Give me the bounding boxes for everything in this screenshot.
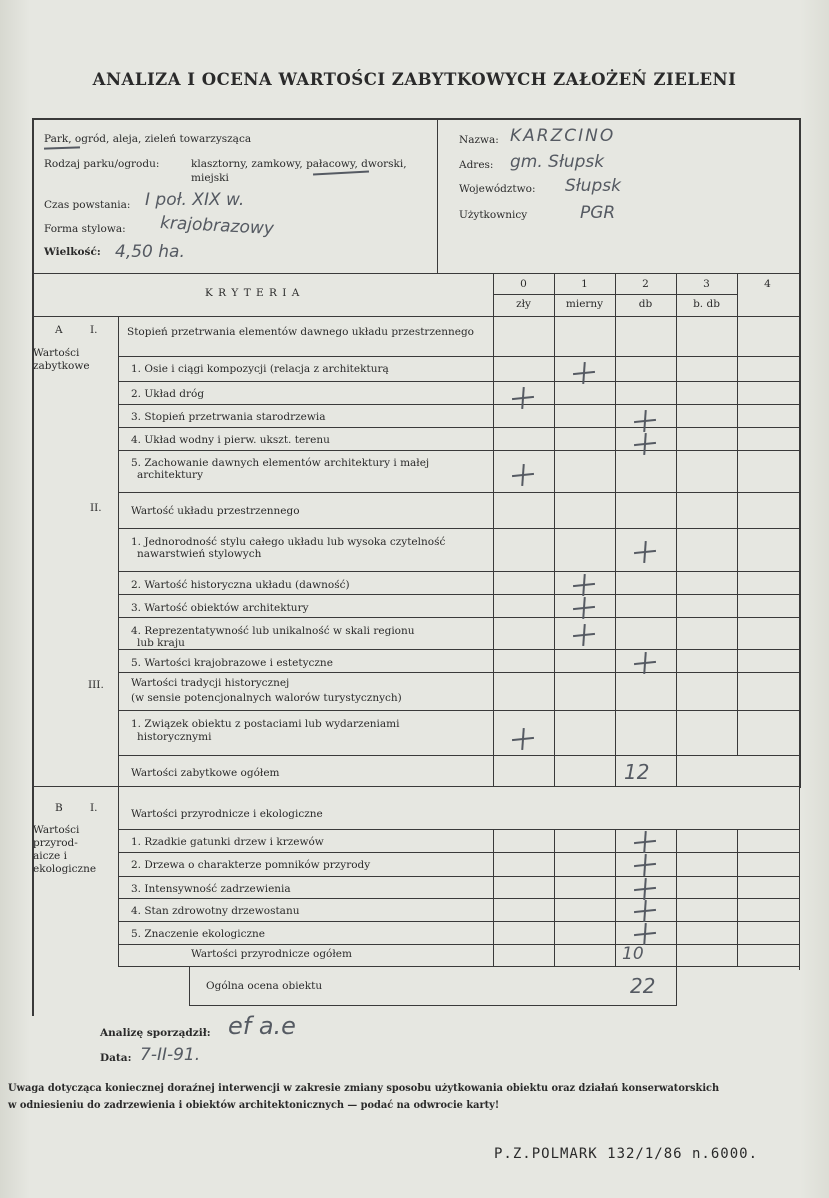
scale-label-1: mierny bbox=[565, 298, 604, 310]
row-b1-4-text: 4. Stan zdrowotny drzewostanu bbox=[131, 905, 300, 917]
row-a2-5-mark bbox=[634, 652, 656, 674]
sum-a-label: Wartości zabytkowe ogółem bbox=[131, 767, 280, 779]
forma-value: krajobrazowy bbox=[159, 213, 275, 239]
header-divider bbox=[437, 118, 438, 273]
row-a2-2-text: 2. Wartość historyczna układu (dawność) bbox=[131, 579, 350, 591]
sum-b-label: Wartości przyrodnicze ogółem bbox=[191, 948, 352, 960]
row-a1-1-text: 1. Osie i ciągi kompozycji (relacja z architekturą bbox=[131, 363, 389, 375]
section-b-name-3: aicze i bbox=[33, 850, 67, 862]
row-a2-1-text-2: nawarstwień stylowych bbox=[137, 548, 262, 560]
right-border bbox=[799, 118, 801, 788]
roman-ii: II. bbox=[90, 502, 102, 514]
rodzaj-values: klasztorny, zamkowy, pałacowy, dworski, bbox=[191, 158, 407, 170]
row-a2-1-mark bbox=[634, 541, 656, 563]
row-a1-4-bottom bbox=[118, 450, 800, 451]
section-a-letter: A bbox=[55, 324, 63, 336]
row-a3-1-bottom bbox=[118, 755, 800, 756]
row-a1-3-mark bbox=[634, 410, 656, 432]
adres-value: gm. Słupsk bbox=[510, 152, 605, 172]
row-a1-5-mark bbox=[512, 464, 534, 486]
row-a2-4-text-2: lub kraju bbox=[137, 637, 185, 649]
row-a1-5-text: 5. Zachowanie dawnych elementów architektury i małej bbox=[131, 457, 430, 469]
row-a2-2-mark bbox=[573, 574, 595, 596]
row-a1-4-mark bbox=[634, 433, 656, 455]
wojewodztwo-label: Województwo: bbox=[459, 183, 536, 195]
section-b-letter: B bbox=[55, 802, 63, 814]
section-a-name-1: Wartości bbox=[33, 347, 80, 359]
czas-value: I poł. XIX w. bbox=[145, 190, 245, 210]
uzytkownicy-label: Użytkownicy bbox=[459, 209, 528, 221]
czas-label: Czas powstania: bbox=[44, 199, 131, 211]
row-a1-2-text: 2. Układ dróg bbox=[131, 388, 205, 400]
row-a1-4-text: 4. Układ wodny i pierw. ukszt. terenu bbox=[131, 434, 330, 446]
left-border-end bbox=[32, 1015, 33, 1016]
group-a3-heading-2: (w sensie potencjonalnych walorów turystycznych) bbox=[131, 692, 402, 704]
row-b1-3-text: 3. Intensywność zadrzewienia bbox=[131, 883, 291, 895]
row-a2-3-bottom bbox=[118, 617, 800, 618]
forma-label: Forma stylowa: bbox=[44, 223, 126, 235]
row-a3-1-text: 1. Związek obiektu z postaciami lub wydarzeniami bbox=[131, 718, 400, 730]
criteria-left-line bbox=[118, 316, 119, 786]
row-b1-3-mark bbox=[634, 878, 656, 900]
row-b1-5-mark bbox=[634, 923, 656, 945]
data-label: Data: bbox=[100, 1052, 132, 1064]
sum-b-bottom bbox=[118, 966, 800, 967]
note-line-1: Uwaga dotycząca koniecznej doraźnej interwencji w zakresie zmiany sposobu użytkowania obiektu oraz działań konserwatorskich bbox=[8, 1083, 720, 1094]
row-a1-3-text: 3. Stopień przetrwania starodrzewia bbox=[131, 411, 326, 423]
note-line-2: w odniesieniu do zadrzewienia i obiektów architektonicznych — podać na odwrocie karty! bbox=[8, 1100, 500, 1111]
row-a2-4-bottom bbox=[118, 649, 800, 650]
row-a1-1-bottom bbox=[118, 381, 800, 382]
group-b1-heading: Wartości przyrodnicze i ekologiczne bbox=[131, 808, 323, 820]
row-a2-4-text: 4. Reprezentatywność lub unikalność w skali regionu bbox=[131, 625, 415, 637]
section-b-top bbox=[32, 786, 800, 787]
row-a1-2-bottom bbox=[118, 404, 800, 405]
roman-iii: III. bbox=[88, 679, 104, 691]
row-a1-5-text-2: architektury bbox=[137, 469, 204, 481]
row-a2-3-mark bbox=[573, 597, 595, 619]
printer-imprint: P.Z.POLMARK 132/1/86 n.6000. bbox=[494, 1146, 759, 1162]
document-title: ANALIZA I OCENA WARTOŚCI ZABYTKOWYCH ZAŁOŻEŃ ZIELENI bbox=[92, 70, 737, 89]
row-a2-5-bottom bbox=[118, 672, 800, 673]
scale-label-0: zły bbox=[516, 298, 531, 310]
scale-label-3: b. db bbox=[693, 298, 720, 310]
nazwa-value: KARZCINO bbox=[510, 126, 616, 146]
section-b-right bbox=[799, 786, 800, 970]
wielkosc-value: 4,50 ha. bbox=[115, 242, 185, 262]
row-b1-1-mark bbox=[634, 831, 656, 853]
group-a1-bottom bbox=[118, 356, 800, 357]
adres-label: Adres: bbox=[459, 159, 494, 171]
row-a3-1-text-2: historycznymi bbox=[137, 731, 212, 743]
sum-a-value: 12 bbox=[624, 760, 650, 784]
total-right bbox=[676, 966, 677, 1006]
row-b1-4-bottom bbox=[118, 921, 800, 922]
group-a3-heading: Wartości tradycji historycznej bbox=[131, 677, 290, 689]
rodzaj-label: Rodzaj parku/ogrodu: bbox=[44, 158, 160, 170]
row-b1-1-bottom bbox=[118, 852, 800, 853]
row-b1-2-mark bbox=[634, 854, 656, 876]
header-top-border bbox=[32, 118, 800, 120]
row-b1-5-bottom bbox=[118, 944, 800, 945]
sum-b-value: 10 bbox=[622, 944, 644, 964]
left-border bbox=[32, 118, 34, 1016]
total-bottom bbox=[189, 1005, 677, 1006]
group-a2-bottom bbox=[118, 528, 800, 529]
row-a1-3-bottom bbox=[118, 427, 800, 428]
row-b1-4-mark bbox=[634, 900, 656, 922]
scale-num-3: 3 bbox=[703, 278, 710, 290]
group-a1-heading: Stopień przetrwania elementów dawnego układu przestrzennego bbox=[127, 326, 474, 338]
scale-num-4: 4 bbox=[764, 278, 771, 290]
kryteria-header: K R Y T E R I A bbox=[205, 287, 301, 299]
nazwa-label: Nazwa: bbox=[459, 134, 499, 146]
scale-num-2: 2 bbox=[642, 278, 649, 290]
row-b1-3-bottom bbox=[118, 898, 800, 899]
row-a2-5-text: 5. Wartości krajobrazowe i estetyczne bbox=[131, 657, 333, 669]
table-header-bottom bbox=[32, 316, 800, 317]
total-value: 22 bbox=[630, 974, 656, 998]
analize-label: Analizę sporządził: bbox=[100, 1027, 211, 1039]
row-a2-1-bottom bbox=[118, 571, 800, 572]
section-b-roman: I. bbox=[90, 802, 98, 814]
row-a3-1-mark bbox=[512, 728, 534, 750]
analize-signature: ef a.e bbox=[228, 1012, 296, 1040]
row-a2-2-bottom bbox=[118, 594, 800, 595]
section-a-roman: I. bbox=[90, 324, 98, 336]
section-a-name-2: zabytkowe bbox=[33, 360, 90, 372]
row-a2-1-text: 1. Jednorodność stylu całego układu lub wysoka czytelność bbox=[131, 536, 446, 548]
row-b1-2-text: 2. Drzewa o charakterze pomników przyrody bbox=[131, 859, 371, 871]
section-b-name-1: Wartości bbox=[33, 824, 80, 836]
data-value: 7-II-91. bbox=[140, 1045, 201, 1065]
scale-num-0: 0 bbox=[520, 278, 527, 290]
row-b1-2-bottom bbox=[118, 876, 800, 877]
park-type-line: Park, ogród, aleja, zieleń towarzysząca bbox=[44, 133, 252, 145]
uzytkownicy-value: PGR bbox=[580, 203, 616, 223]
row-b1-5-text: 5. Znaczenie ekologiczne bbox=[131, 928, 266, 940]
scale-label-2: db bbox=[638, 298, 653, 310]
total-label: Ogólna ocena obiektu bbox=[206, 980, 323, 992]
group-b1-bottom bbox=[118, 829, 800, 830]
table-top-border bbox=[32, 273, 800, 274]
total-left bbox=[189, 966, 190, 1006]
col-4-left bbox=[737, 273, 738, 755]
section-b-name-2: przyrod- bbox=[33, 837, 78, 849]
scale-num-1: 1 bbox=[581, 278, 588, 290]
row-b1-1-text: 1. Rzadkie gatunki drzew i krzewów bbox=[131, 836, 324, 848]
wielkosc-label: Wielkość: bbox=[44, 246, 101, 258]
section-b-name-4: ekologiczne bbox=[33, 863, 97, 875]
group-a2-heading: Wartość układu przestrzennego bbox=[131, 505, 300, 517]
wojewodztwo-value: Słupsk bbox=[565, 176, 621, 196]
row-a1-5-bottom bbox=[118, 492, 800, 493]
row-a1-2-mark bbox=[512, 387, 534, 409]
row-a2-4-mark bbox=[573, 624, 595, 646]
row-a1-1-mark bbox=[573, 362, 595, 384]
group-a3-bottom bbox=[118, 710, 800, 711]
row-a2-3-text: 3. Wartość obiektów architektury bbox=[131, 602, 309, 614]
rodzaj-values-2: miejski bbox=[191, 172, 229, 184]
